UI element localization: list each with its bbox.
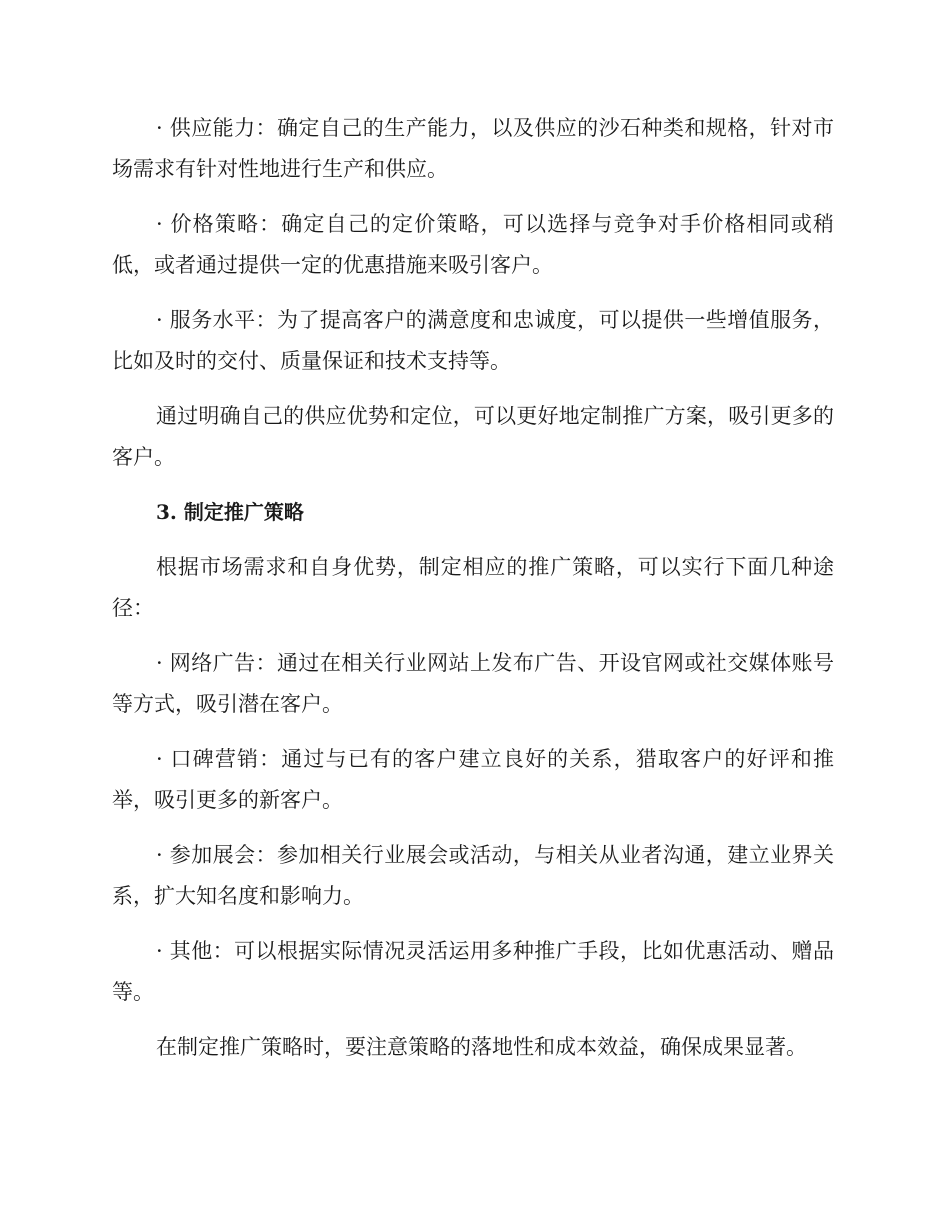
section-heading: 3. 制定推广策略 [156, 500, 304, 524]
bullet-pricing-strategy: · 价格策略：确定自己的定价策略，可以选择与竞争对手价格相同或稍低，或者通过提供一定的优惠措施来吸引客户。 [112, 212, 834, 277]
bullet-word-of-mouth: · 口碑营销：通过与已有的客户建立良好的关系，猎取客户的好评和推举，吸引更多的新客户。 [112, 747, 834, 812]
bullet-service-level: · 服务水平：为了提高客户的满意度和忠诚度，可以提供一些增值服务，比如及时的交付、质量保证和技术支持等。 [112, 308, 834, 373]
bullet-online-ads: · 网络广告：通过在相关行业网站上发布广告、开设官网或社交媒体账号等方式，吸引潜在客户。 [112, 651, 834, 716]
intro-paragraph: 根据市场需求和自身优势，制定相应的推广策略，可以实行下面几种途径： [112, 555, 834, 620]
summary-paragraph: 通过明确自己的供应优势和定位，可以更好地定制推广方案，吸引更多的客户。 [112, 404, 834, 469]
closing-paragraph: 在制定推广策略时，要注意策略的落地性和成本效益，确保成果显著。 [156, 1035, 807, 1059]
bullet-others: · 其他：可以根据实际情况灵活运用多种推广手段，比如优惠活动、赠品等。 [112, 939, 834, 1004]
document-body [112, 108, 834, 1082]
bullet-exhibitions: · 参加展会：参加相关行业展会或活动，与相关从业者沟通，建立业界关系，扩大知名度和影响力。 [112, 843, 834, 908]
bullet-supply-capacity: · 供应能力：确定自己的生产能力，以及供应的沙石种类和规格，针对市场需求有针对性地进行生产和供应。 [112, 116, 834, 181]
